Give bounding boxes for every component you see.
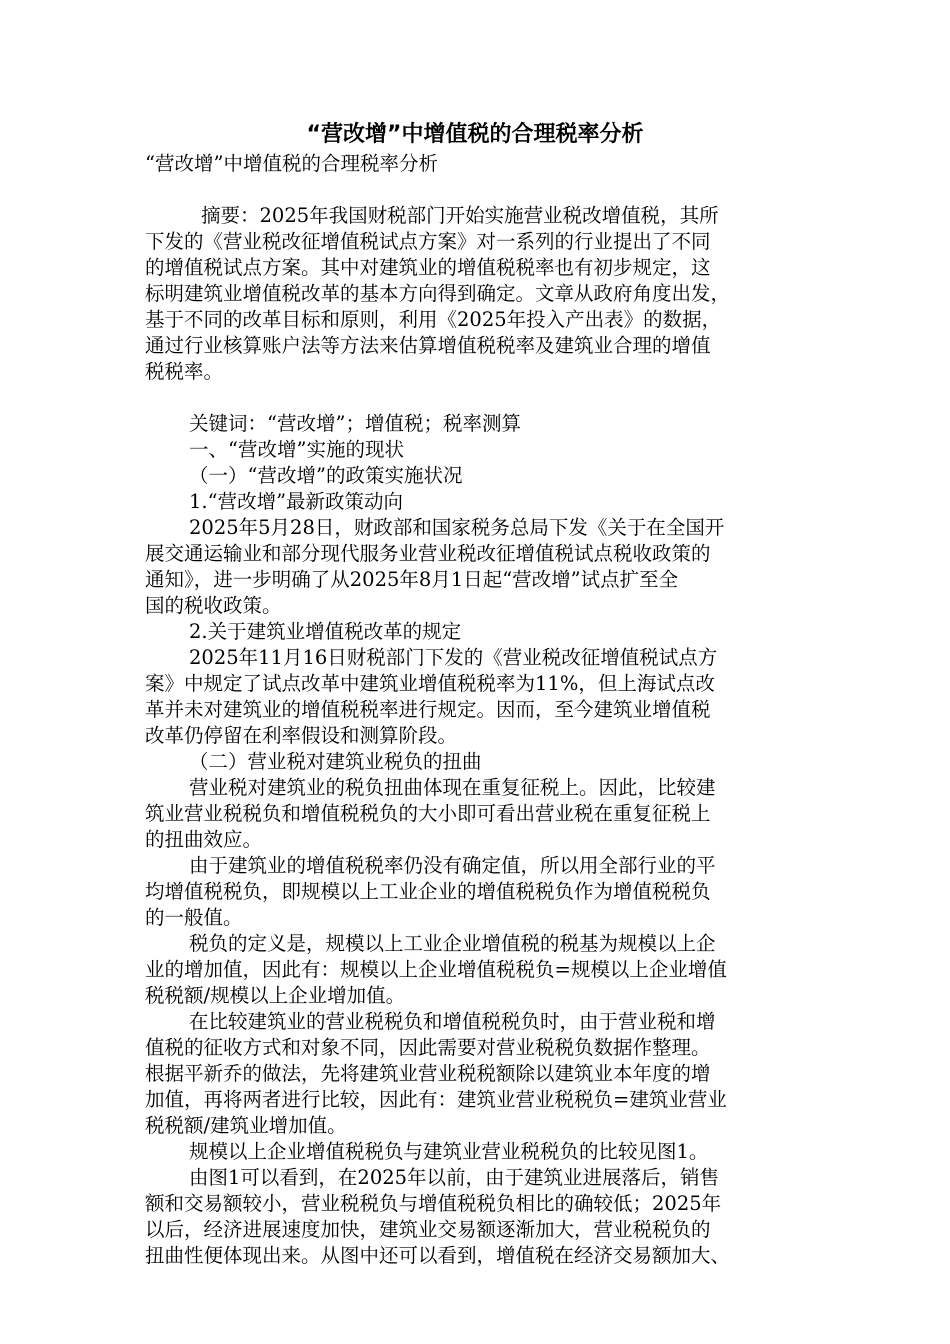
paragraph-line: 值税的征收方式和对象不同，因此需要对营业税税负数据作整理。 (145, 1036, 711, 1059)
blank-line (145, 177, 805, 203)
item-heading: 2.关于建筑业增值税改革的规定 (189, 620, 462, 643)
document-body (145, 151, 805, 1269)
blank-line (145, 385, 805, 411)
abstract-line: 摘要：2025年我国财税部门开始实施营业税改增值税，其所 (201, 204, 719, 227)
paragraph-line: 的扭曲效应。 (145, 828, 263, 851)
abstract-line: 的增值税试点方案。其中对建筑业的增值税税率也有初步规定，这 (145, 256, 711, 279)
paragraph-line: 的一般值。 (145, 906, 243, 929)
item-heading: 1.“营改增”最新政策动向 (189, 490, 404, 513)
paragraph-line: 税负的定义是，规模以上工业企业增值税的税基为规模以上企 (189, 932, 716, 955)
paragraph-line: 通知》，进一步明确了从2025年8月1日起“营改增”试点扩至全 (145, 568, 679, 591)
abstract-line: 标明建筑业增值税改革的基本方向得到确定。文章从政府角度出发， (145, 282, 731, 305)
paragraph-line: 案》中规定了试点改革中建筑业增值税税率为11%，但上海试点改 (145, 672, 715, 695)
paragraph-line: 税税额/规模以上企业增加值。 (145, 984, 406, 1007)
paragraph-line: 在比较建筑业的营业税税负和增值税税负时，由于营业税和增 (189, 1010, 716, 1033)
paragraph-line: 营业税对建筑业的税负扭曲体现在重复征税上。因此，比较建 (189, 776, 716, 799)
paragraph-line: 改革仍停留在利率假设和测算阶段。 (145, 724, 458, 747)
abstract-line: 税税率。 (145, 360, 224, 383)
paragraph-line: 规模以上企业增值税税负与建筑业营业税税负的比较见图1。 (189, 1140, 709, 1163)
document-title: “营改增”中增值税的合理税率分析 (306, 122, 644, 147)
paragraph-line: 根据平新乔的做法，先将建筑业营业税税额除以建筑业本年度的增 (145, 1062, 711, 1085)
abstract-line: 基于不同的改革目标和原则，利用《2025年投入产出表》的数据， (145, 308, 722, 331)
paragraph-line: 税税额/建筑业增加值。 (145, 1114, 347, 1137)
paragraph-line: 2025年11月16日财税部门下发的《营业税改征增值税试点方 (189, 646, 718, 669)
paragraph-line: 革并未对建筑业的增值税税率进行规定。因而，至今建筑业增值税 (145, 698, 711, 721)
paragraph-line: 筑业营业税税负和增值税税负的大小即可看出营业税在重复征税上 (145, 802, 711, 825)
subsection-heading: （一）“营改增”的政策实施状况 (189, 464, 463, 487)
paragraph-line: 由于建筑业的增值税税率仍没有确定值，所以用全部行业的平 (189, 854, 716, 877)
paragraph-line: 加值，再将两者进行比较，因此有：建筑业营业税税负=建筑业营业 (145, 1088, 727, 1111)
paragraph-line: 国的税收政策。 (145, 594, 282, 617)
paragraph-line: 展交通运输业和部分现代服务业营业税改征增值税试点税收政策的 (145, 542, 711, 565)
paragraph-line: 扭曲性便体现出来。从图中还可以看到，增值税在经济交易额加大、 (145, 1244, 731, 1267)
subsection-heading: （二）营业税对建筑业税负的扭曲 (189, 750, 482, 773)
paragraph-line: 以后，经济进展速度加快，建筑业交易额逐渐加大，营业税税负的 (145, 1218, 711, 1241)
paragraph-line: 2025年5月28日，财政部和国家税务总局下发《关于在全国开 (189, 516, 725, 539)
paragraph-line: 业的增加值，因此有：规模以上企业增值税税负=规模以上企业增值 (145, 958, 727, 981)
document-subtitle: “营改增”中增值税的合理税率分析 (145, 152, 438, 175)
keywords: 关键词：“营改增”；增值税；税率测算 (189, 412, 521, 435)
abstract-line: 通过行业核算账户法等方法来估算增值税税率及建筑业合理的增值 (145, 334, 711, 357)
paragraph-line: 均增值税税负，即规模以上工业企业的增值税税负作为增值税税负 (145, 880, 711, 903)
paragraph-line: 由图1可以看到，在2025年以前，由于建筑业进展落后，销售 (189, 1166, 720, 1189)
section-heading: 一、“营改增”实施的现状 (189, 438, 404, 461)
paragraph-line: 额和交易额较小，营业税税负与增值税税负相比的确较低；2025年 (145, 1192, 722, 1215)
abstract-line: 下发的《营业税改征增值税试点方案》对一系列的行业提出了不同 (145, 230, 711, 253)
